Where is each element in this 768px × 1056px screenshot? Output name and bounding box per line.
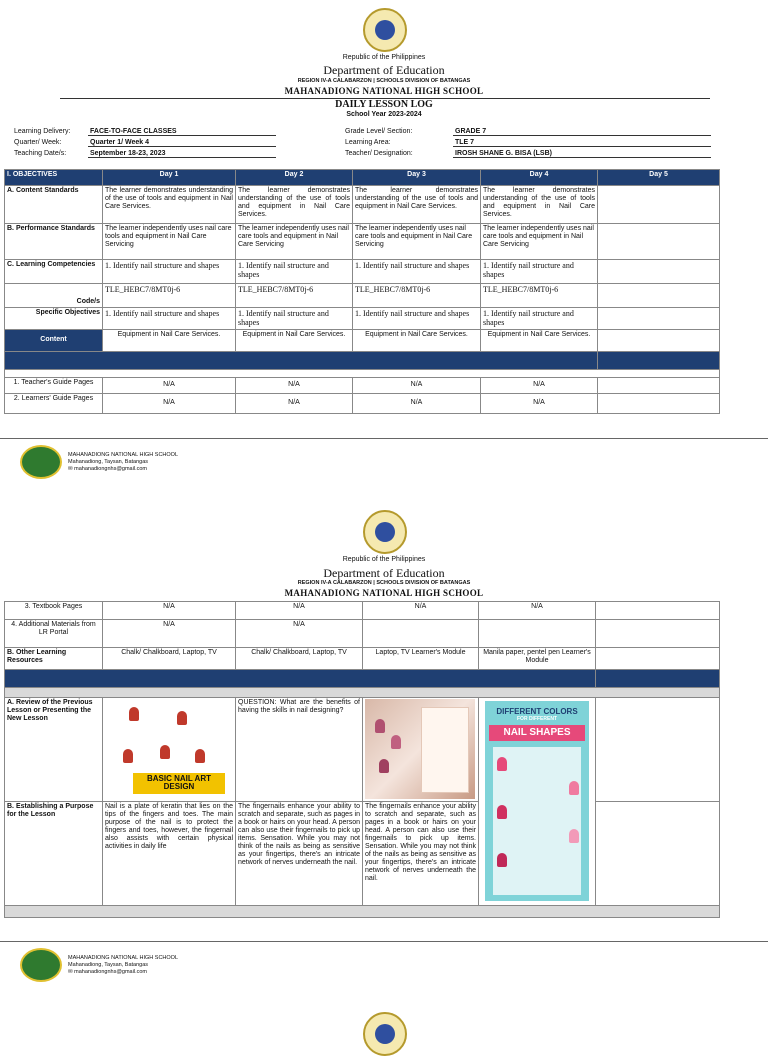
procedures-band [5,670,596,688]
nail-icon [569,781,579,795]
content-d4: Equipment in Nail Care Services. [481,330,598,352]
dates-row [14,150,166,157]
performance-standards-d3: The learner independently uses nail care tools and equipment in Nail Care Servicing [353,224,481,260]
content-standards-d4: The learner demonstrates understanding of the use of tools and equipment in Nail Care Services. [481,186,598,224]
other-d4: Manila paper, pentel pen Learner's Module [479,648,596,670]
review-d5 [596,698,720,802]
gray-band-bottom [5,906,720,918]
additional-d3 [363,620,479,648]
school-year: School Year 2023-2024 [346,111,422,118]
lg-d1: N/A [103,394,236,414]
review-d2: QUESTION: What are the benefits of having the skills in nail designing? [236,698,363,802]
nail-shapes-poster [485,701,589,901]
lg-d2: N/A [236,394,353,414]
content-d2: Equipment in Nail Care Services. [236,330,353,352]
competency-d3: 1. Identify nail structure and shapes [353,260,481,284]
other-d3: Laptop, TV Learner's Module [363,648,479,670]
poster-title: NAIL SHAPES [489,725,585,741]
area-row [345,139,475,146]
additional-d2: N/A [236,620,363,648]
delivery-row [14,128,177,135]
other-d2: Chalk/ Chalkboard, Laptop, TV [236,648,363,670]
specific-d5 [598,308,720,330]
lg-d3: N/A [353,394,481,414]
performance-standards-d2: The learner independently uses nail care tools and equipment in Nail Care Servicing [236,224,353,260]
content-standards-d2: The learner demonstrates understanding of the use of tools and equipment in Nail Care Services. [236,186,353,224]
school-name: MAHANADIONG NATIONAL HIGH SCHOOL [284,86,484,96]
code-d3: TLE_HEBC7/8MT0j-6 [353,284,481,308]
other-resources-label: B. Other Learning Resources [5,648,103,670]
day1-header: Day 1 [103,170,236,186]
republic-label: Republic of the Philippines [342,556,426,563]
purpose-d5 [596,802,720,906]
flyer-card [421,707,469,793]
day3-header: Day 3 [353,170,481,186]
objectives-table [4,169,720,414]
resources-band-d5 [598,352,720,370]
content-d1: Equipment in Nail Care Services. [103,330,236,352]
competencies-label: C. Learning Competencies [5,260,103,284]
performance-standards-label: B. Performance Standards [5,224,103,260]
spacer-row [5,370,720,378]
dates-value: September 18-23, 2023 [88,150,276,158]
specific-d4: 1. Identify nail structure and shapes [481,308,598,330]
day2-header: Day 2 [236,170,353,186]
performance-standards-d5 [598,224,720,260]
review-d3 [363,698,479,802]
textbook-d5 [596,602,720,620]
additional-d5 [596,620,720,648]
textbook-d2: N/A [236,602,363,620]
nail-art-caption: BASIC NAIL ART DESIGN [133,773,225,794]
dates-label: Teaching Date/s: [14,150,67,157]
nail-icon [391,735,401,749]
footer-school: MAHANADIONG NATIONAL HIGH SCHOOL [68,452,179,458]
specific-objectives-label: Specific Objectives [5,308,103,330]
nail-icon [195,749,205,763]
tg-d1: N/A [103,378,236,394]
competency-d5 [598,260,720,284]
quarter-value: Quarter 1/ Week 4 [88,139,276,147]
quarter-row [14,139,150,146]
nail-icon [177,711,187,725]
department-title: Department of Education [323,63,445,77]
grade-row [345,128,487,135]
gray-band [5,688,720,698]
tg-d5 [598,378,720,394]
content-label: Content [5,330,103,352]
performance-standards-d1: The learner independently uses nail care tools and equipment in Nail Care Servicing [103,224,236,260]
school-logo-icon [20,445,62,479]
footer-email: ✉ mahanadiongnhs@gmail.com [68,465,147,472]
content-d3: Equipment in Nail Care Services. [353,330,481,352]
grade-label: Grade Level/ Section: [345,128,413,135]
content-standards-d1: The learner demonstrates understanding of the use of tools and equipment in Nail Care Services. [103,186,236,224]
area-label: Learning Area: [345,139,391,146]
review-label: A. Review of the Previous Lesson or Presenting the New Lesson [5,698,103,802]
nail-service-image [365,699,475,799]
nail-icon [160,745,170,759]
textbook-d4: N/A [479,602,596,620]
region-label: REGION IV-A CALABARZON | SCHOOLS DIVISION OF BATANGAS [297,580,471,586]
teachers-guide-label: 1. Teacher's Guide Pages [5,378,103,394]
page-break-rule [0,438,768,439]
learners-guide-label: 2. Learners' Guide Pages [5,394,103,414]
content-standards-label: A. Content Standards [5,186,103,224]
code-label: Code/s [5,284,103,308]
deped-seal-icon [363,8,407,52]
content-standards-d5 [598,186,720,224]
code-d1: TLE_HEBC7/8MT0j-6 [103,284,236,308]
page-break-rule [0,941,768,942]
poster-for: FOR DIFFERENT [517,716,557,722]
additional-d4 [479,620,596,648]
delivery-label: Learning Delivery: [14,128,71,135]
footer-address: Mahanadiong, Taysan, Batangas [68,961,149,968]
region-label: REGION IV-A CALABARZON | SCHOOLS DIVISION OF BATANGAS [297,78,471,84]
textbook-d3: N/A [363,602,479,620]
competency-d4: 1. Identify nail structure and shapes [481,260,598,284]
nail-icon [375,719,385,733]
textbook-label: 3. Textbook Pages [5,602,103,620]
nail-icon [497,853,507,867]
additional-d1: N/A [103,620,236,648]
day5-header: Day 5 [598,170,720,186]
deped-seal-icon [363,510,407,554]
performance-standards-d4: The learner independently uses nail care tools and equipment in Nail Care Servicing [481,224,598,260]
procedures-band-d5 [596,670,720,688]
deped-seal-icon [363,1012,407,1056]
tg-d3: N/A [353,378,481,394]
nail-icon [569,829,579,843]
tg-d2: N/A [236,378,353,394]
tg-d4: N/A [481,378,598,394]
quarter-label: Quarter/ Week: [14,139,62,146]
purpose-label: B. Establishing a Purpose for the Lesson [5,802,103,906]
objectives-header: I. OBJECTIVES [5,170,103,186]
log-title: DAILY LESSON LOG [335,99,433,110]
area-value: TLE 7 [453,139,711,147]
nail-icon [497,805,507,819]
nail-art-image [105,699,232,799]
competency-d1: 1. Identify nail structure and shapes [103,260,236,284]
lg-d4: N/A [481,394,598,414]
content-standards-d3: The learner demonstrates understanding of the use of tools and equipment in Nail Care Services. [353,186,481,224]
content-d5 [598,330,720,352]
footer-school: MAHANADIONG NATIONAL HIGH SCHOOL [68,955,179,961]
additional-materials-label: 4. Additional Materials from LR Portal [5,620,103,648]
textbook-d1: N/A [103,602,236,620]
specific-d2: 1. Identify nail structure and shapes [236,308,353,330]
teacher-row [345,150,552,157]
purpose-d3: The fingernails enhance your ability to scratch and separate, such as pages in a book or hairs on your head. A person can also use their fingernails to pick up items. Sensation. While you may not think of the nails as being as sensitive as your fingertips, there's an intricate network of nerves underneath the nail. [363,802,479,906]
code-d4: TLE_HEBC7/8MT0j-6 [481,284,598,308]
purpose-d2: The fingernails enhance your ability to scratch and separate, such as pages in a book or hairs on your head. A person can also use their fingernails to pick up items. Sensation. While you may not think of the nails as being as sensitive as your fingertips, there's an intricate network of nerves underneath the nail. [236,802,363,906]
school-logo-icon [20,948,62,982]
resources-table [4,601,720,918]
teacher-label: Teacher/ Designation: [345,150,413,157]
grade-value: GRADE 7 [453,128,711,136]
code-d5 [598,284,720,308]
competency-d2: 1. Identify nail structure and shapes [236,260,353,284]
school-name: MAHANADIONG NATIONAL HIGH SCHOOL [284,588,484,598]
delivery-value: FACE-TO-FACE CLASSES [88,128,276,136]
nail-icon [497,757,507,771]
footer-address: Mahanadiong, Taysan, Batangas [68,458,149,465]
specific-d1: 1. Identify nail structure and shapes [103,308,236,330]
specific-d3: 1. Identify nail structure and shapes [353,308,481,330]
nail-icon [129,707,139,721]
nail-icon [379,759,389,773]
poster-top: DIFFERENT COLORS [496,707,578,716]
poster-d4 [479,698,596,906]
resources-band [5,352,598,370]
review-d1 [103,698,236,802]
purpose-d1: Nail is a plate of keratin that lies on the tips of the fingers and toes. The main purpose of the nail is to protect the fingers and toes, however, the fingernail also assists with certain physical activities in daily life [103,802,236,906]
lg-d5 [598,394,720,414]
department-title: Department of Education [323,566,445,580]
footer-email: ✉ mahanadiongnhs@gmail.com [68,968,147,975]
republic-label: Republic of the Philippines [342,54,426,61]
nail-icon [123,749,133,763]
other-d1: Chalk/ Chalkboard, Laptop, TV [103,648,236,670]
other-d5 [596,648,720,670]
teacher-value: IROSH SHANE G. BISA (LSB) [453,150,711,158]
day4-header: Day 4 [481,170,598,186]
code-d2: TLE_HEBC7/8MT0j-6 [236,284,353,308]
